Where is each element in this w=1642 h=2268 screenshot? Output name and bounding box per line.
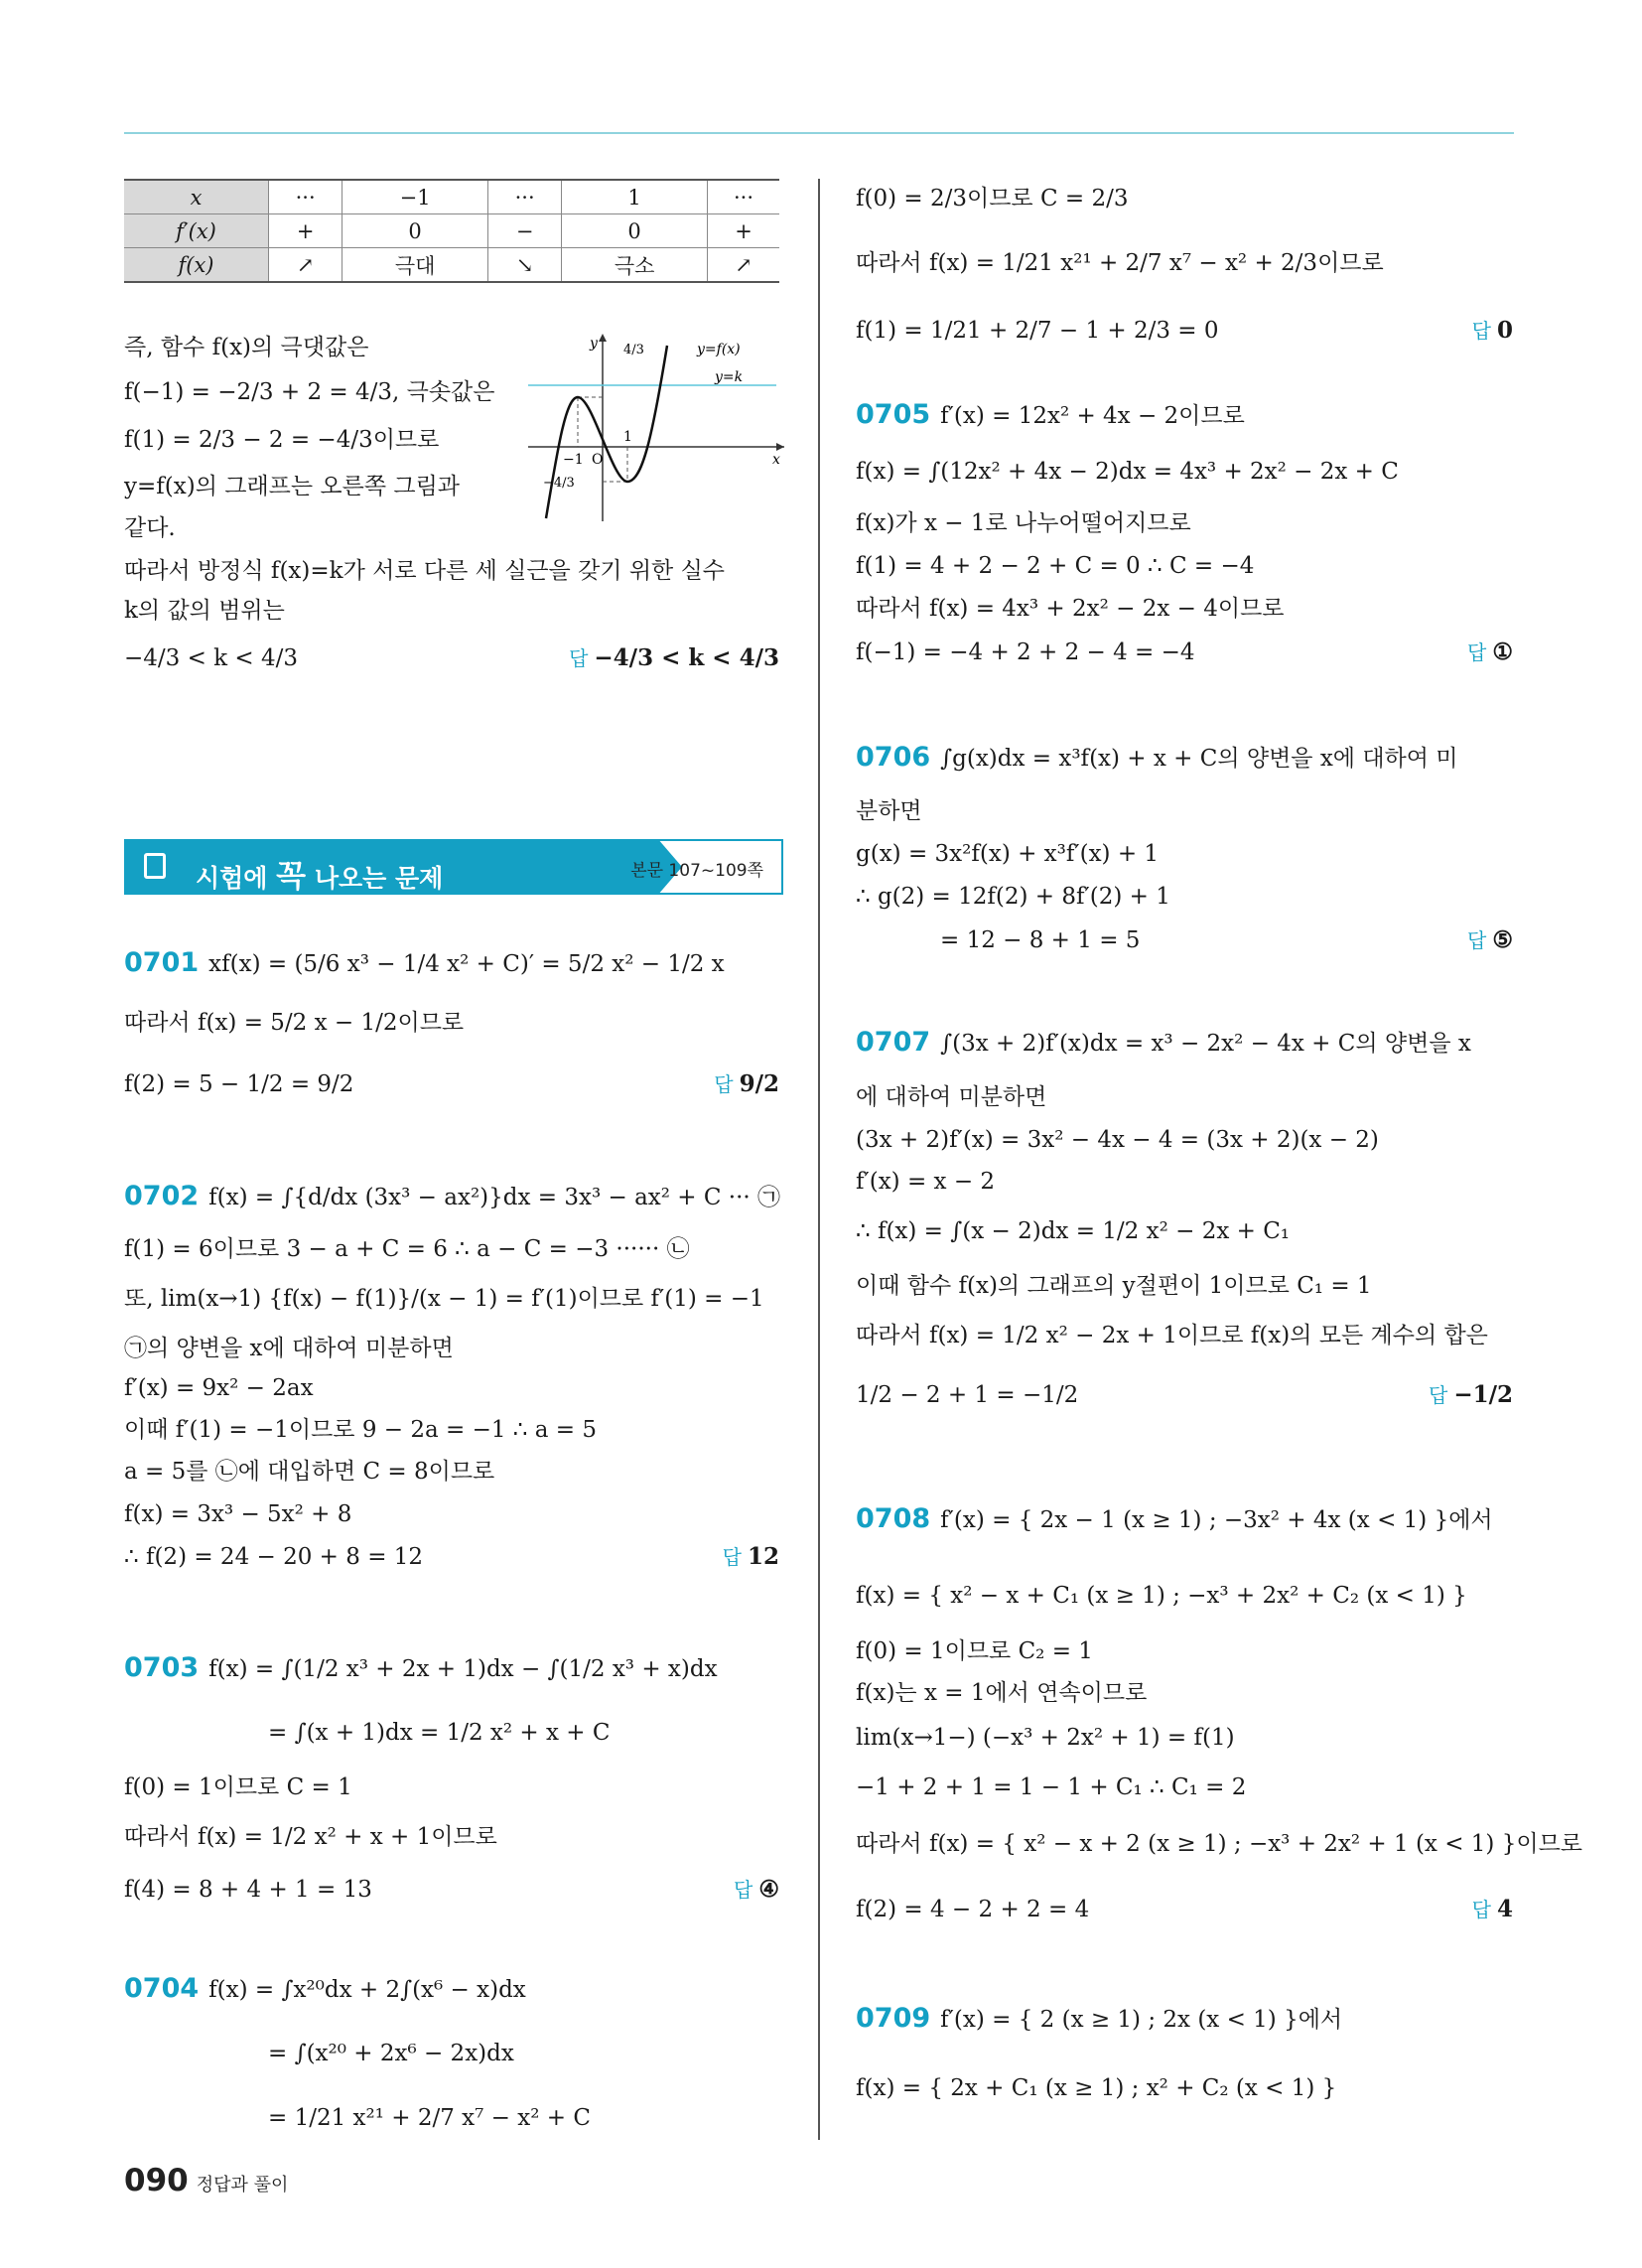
label-y: y [590, 336, 598, 352]
text-line: f(−1) = −2/3 + 2 = 4/3, 극솟값은 [124, 379, 495, 405]
answer: 답 ① [1467, 638, 1513, 665]
text-line: (3x + 2)f′(x) = 3x² − 4x − 4 = (3x + 2)(x − 2) [856, 1127, 1379, 1153]
book-icon [144, 853, 166, 879]
text-line: f(1) = 4 + 2 − 2 + C = 0 ∴ C = −4 [856, 553, 1255, 579]
text-line: ㉠의 양변을 x에 대하여 미분하면 [124, 1336, 454, 1361]
problem-0703: 0703 f(x) = ∫(1/2 x³ + 2x + 1)dx − ∫(1/2 x³ + x)dx [124, 1652, 718, 1683]
cubic-graph [528, 328, 786, 526]
column-divider [818, 179, 820, 2140]
text-line: f(0) = 2/3이므로 C = 2/3 [856, 186, 1129, 212]
problem-0705: 0705 f′(x) = 12x² + 4x − 2이므로 [856, 399, 1245, 430]
text-line: 같다. [124, 515, 176, 541]
answer: 답 ④ [734, 1876, 779, 1903]
text-line: 따라서 f(x) = 1/2 x² + x + 1이므로 [124, 1824, 497, 1850]
text-line: f(x)는 x = 1에서 연속이므로 [856, 1680, 1148, 1706]
text-line: 이때 함수 f(x)의 그래프의 y절편이 1이므로 C₁ = 1 [856, 1273, 1372, 1299]
answer: 답 ⑤ [1467, 926, 1513, 953]
text-line: = 12 − 8 + 1 = 5 [940, 927, 1141, 953]
problem-0701: 0701 xf(x) = (5/6 x³ − 1/4 x² + C)′ = 5/2 x² − 1/2 x [124, 947, 725, 978]
text-line: f(1) = 2/3 − 2 = −4/3이므로 [124, 427, 440, 453]
text-line: = ∫(x + 1)dx = 1/2 x² + x + C [268, 1720, 611, 1746]
text-line: k의 값의 범위는 [124, 598, 285, 624]
problem-0708: 0708 f′(x) = { 2x − 1 (x ≥ 1) ; −3x² + 4x (x < 1) }에서 [856, 1503, 1493, 1534]
text-line: f(4) = 8 + 4 + 1 = 13 [124, 1877, 372, 1903]
text-line: y=f(x)의 그래프는 오른쪽 그림과 [124, 474, 461, 499]
text-line: 에 대하여 미분하면 [856, 1084, 1047, 1110]
header-rule [124, 132, 1514, 134]
problem-0704: 0704 f(x) = ∫x²⁰dx + 2∫(x⁶ − x)dx [124, 1973, 526, 2004]
answer: 답 4 [1471, 1896, 1513, 1922]
label-one: 1 [623, 429, 632, 445]
problem-0707: 0707 ∫(3x + 2)f′(x)dx = x³ − 2x² − 4x + C의 양변을 x [856, 1027, 1471, 1058]
text-line: f(−1) = −4 + 2 + 2 − 4 = −4 [856, 639, 1195, 665]
text-line: 또, lim(x→1) {f(x) − f(1)}/(x − 1) = f′(1)이므로 f′(1) = −1 [124, 1286, 764, 1312]
text-line: 즉, 함수 f(x)의 극댓값은 [124, 335, 369, 360]
banner-pages: 본문 107~109쪽 [630, 861, 763, 881]
label-minus1: −1 [563, 452, 584, 468]
label-x: x [772, 452, 780, 468]
section-banner [124, 839, 783, 895]
y-axis-arrow [599, 334, 607, 342]
text-line: 분하면 [856, 798, 922, 824]
text-line: f(0) = 1이므로 C₂ = 1 [856, 1638, 1093, 1664]
text-line: f(2) = 4 − 2 + 2 = 4 [856, 1897, 1090, 1922]
label-curve: y=f(x) [697, 342, 741, 357]
text-line: 이때 f′(1) = −1이므로 9 − 2a = −1 ∴ a = 5 [124, 1417, 597, 1443]
text-line: f′(x) = x − 2 [856, 1169, 996, 1195]
label-line-k: y=k [715, 369, 744, 385]
text-line: 따라서 f(x) = 1/21 x²¹ + 2/7 x⁷ − x² + 2/3이므로 [856, 250, 1384, 276]
text-line: −4/3 < k < 4/3 [124, 645, 299, 671]
label-origin: O [592, 452, 604, 468]
problem-0709: 0709 f′(x) = { 2 (x ≥ 1) ; 2x (x < 1) }에서 [856, 2003, 1343, 2034]
text-line: 1/2 − 2 + 1 = −1/2 [856, 1382, 1079, 1408]
variation-table [124, 179, 779, 283]
text-line: f(x)가 x − 1로 나누어떨어지므로 [856, 510, 1191, 536]
table-row: f(x) ↗ 극대 ↘ 극소 ↗ [124, 248, 779, 283]
footer-title: 정답과 풀이 [196, 2175, 289, 2196]
text-line: f′(x) = 9x² − 2ax [124, 1375, 314, 1401]
answer: 답 9/2 [714, 1070, 779, 1097]
text-line: ∴ g(2) = 12f(2) + 8f′(2) + 1 [856, 884, 1170, 910]
label-min: −4/3 [543, 476, 575, 491]
answer: 답 −1/2 [1428, 1381, 1513, 1408]
left-column [124, 179, 781, 2131]
table-row: x ··· −1 ··· 1 ··· [124, 180, 779, 214]
text-line: 따라서 f(x) = 5/2 x − 1/2이므로 [124, 1010, 465, 1036]
label-max: 4/3 [623, 343, 644, 357]
page-number: 090 [124, 2163, 189, 2198]
answer: 답 −4/3 < k < 4/3 [569, 644, 779, 671]
text-line: f(x) = ∫(12x² + 4x − 2)dx = 4x³ + 2x² − 2x + C [856, 459, 1399, 485]
text-line: 따라서 f(x) = 4x³ + 2x² − 2x − 4이므로 [856, 596, 1285, 622]
text-line: g(x) = 3x²f(x) + x³f′(x) + 1 [856, 841, 1160, 867]
table-row: f′(x) + 0 − 0 + [124, 214, 779, 248]
text-line: f(x) = 3x³ − 5x² + 8 [124, 1501, 352, 1527]
text-line: −1 + 2 + 1 = 1 − 1 + C₁ ∴ C₁ = 2 [856, 1774, 1247, 1800]
text-line: ∴ f(2) = 24 − 20 + 8 = 12 [124, 1544, 424, 1570]
problem-0706: 0706 ∫g(x)dx = x³f(x) + x + C의 양변을 x에 대하여 미 [856, 742, 1458, 773]
problem-0702: 0702 f(x) = ∫{d/dx (3x³ − ax²)}dx = 3x³ − ax² + C ··· ㉠ [124, 1181, 781, 1211]
banner-title: 시험에 꼭 나오는 문제 [196, 859, 444, 895]
text-line: 따라서 f(x) = 1/2 x² − 2x + 1이므로 f(x)의 모든 계수의 합은 [856, 1323, 1488, 1348]
text-line: = 1/21 x²¹ + 2/7 x⁷ − x² + C [268, 2105, 591, 2131]
text-line: ∴ f(x) = ∫(x − 2)dx = 1/2 x² − 2x + C₁ [856, 1218, 1291, 1244]
text-line: f(2) = 5 − 1/2 = 9/2 [124, 1071, 354, 1097]
text-line: f(0) = 1이므로 C = 1 [124, 1774, 352, 1800]
x-axis-arrow [776, 443, 784, 451]
text-line: a = 5를 ㉡에 대입하면 C = 8이므로 [124, 1459, 495, 1485]
curve-fx [546, 346, 667, 518]
right-column [856, 179, 1583, 2125]
answer: 답 0 [1471, 317, 1513, 344]
text-line: 따라서 f(x) = { x² − x + 2 (x ≥ 1) ; −x³ + 2x² + 1 (x < 1) }이므로 [856, 1831, 1583, 1857]
text-line: f(1) = 6이므로 3 − a + C = 6 ∴ a − C = −3 ······ ㉡ [124, 1236, 690, 1262]
text-line: f(x) = { x² − x + C₁ (x ≥ 1) ; −x³ + 2x² + C₂ (x < 1) } [856, 1583, 1467, 1609]
text-line: 따라서 방정식 f(x)=k가 서로 다른 세 실근을 갖기 위한 실수 [124, 558, 726, 584]
page-footer [124, 2163, 288, 2198]
answer: 답 12 [722, 1543, 779, 1570]
text-line: = ∫(x²⁰ + 2x⁶ − 2x)dx [268, 2041, 514, 2066]
text-line: f(x) = { 2x + C₁ (x ≥ 1) ; x² + C₂ (x < 1) } [856, 2075, 1337, 2101]
text-line: f(1) = 1/21 + 2/7 − 1 + 2/3 = 0 [856, 318, 1219, 344]
text-line: lim(x→1−) (−x³ + 2x² + 1) = f(1) [856, 1725, 1235, 1751]
